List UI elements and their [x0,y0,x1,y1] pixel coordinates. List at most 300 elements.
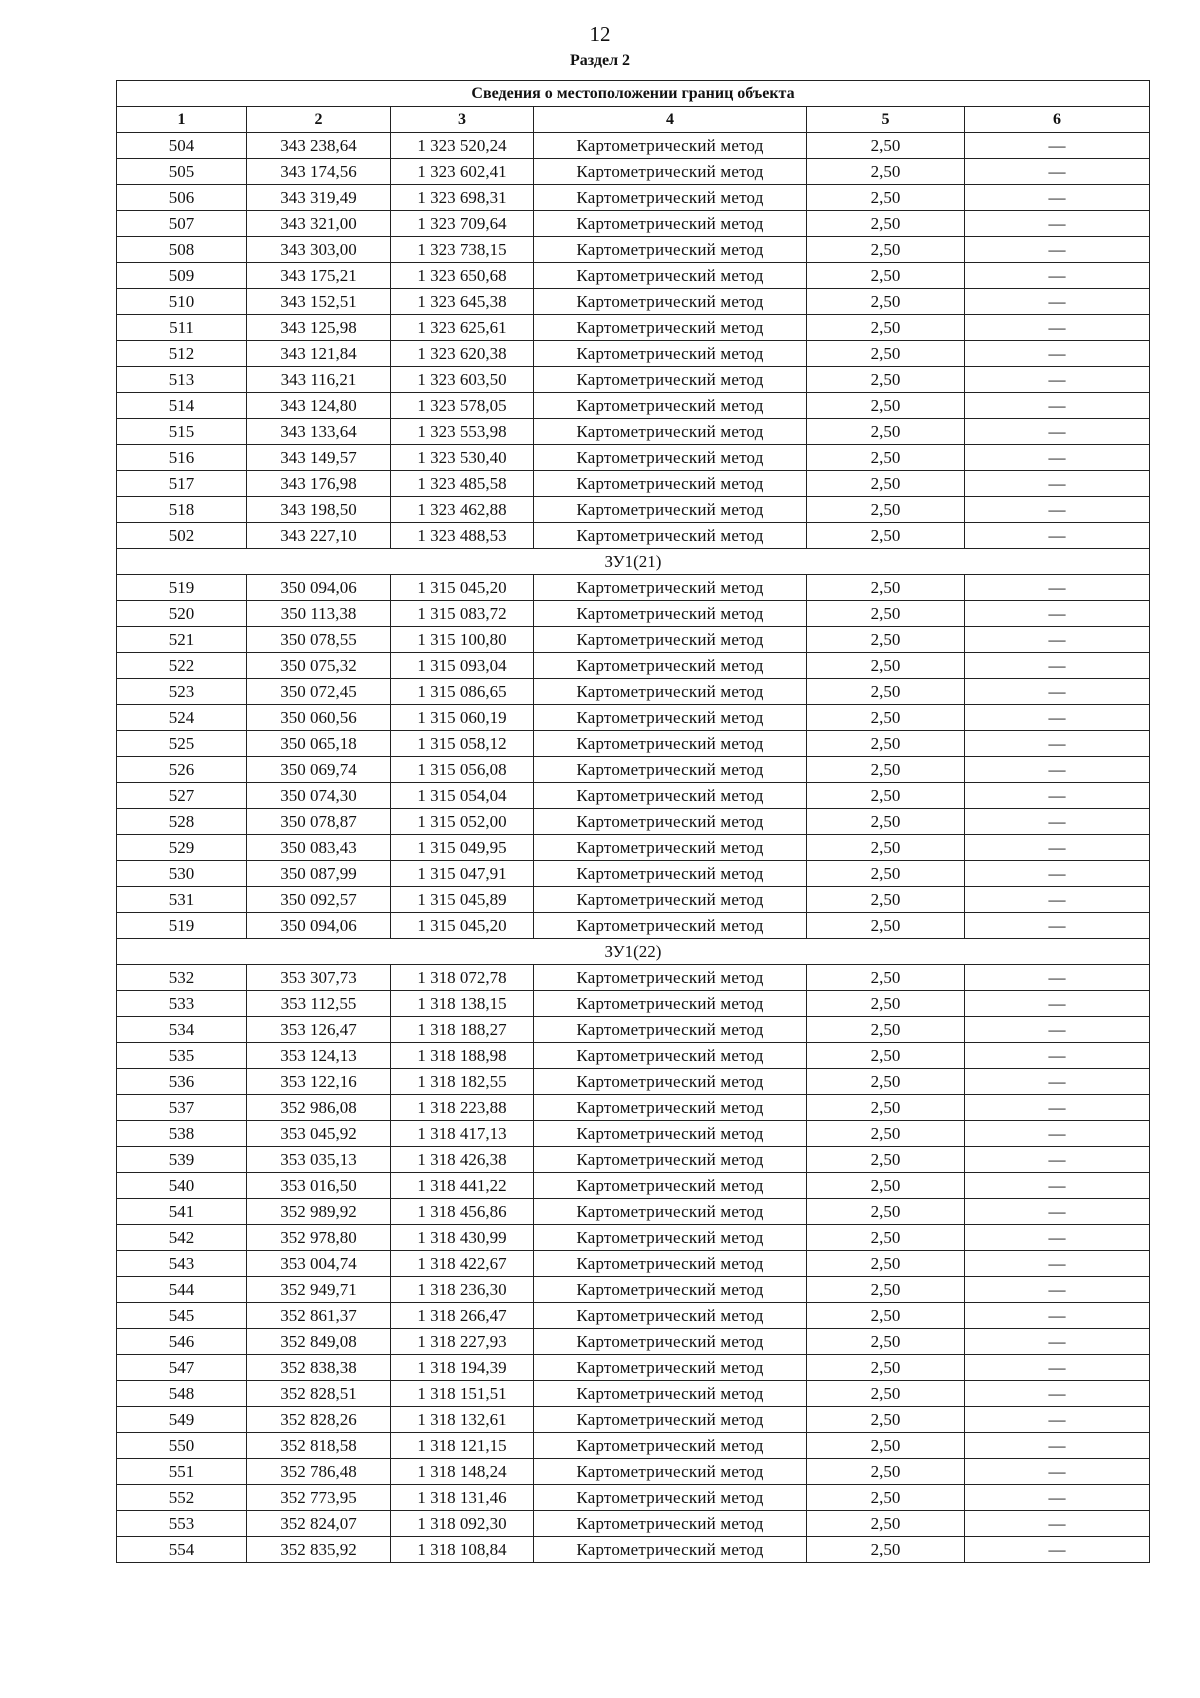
method-cell: Картометрический метод [534,731,807,757]
point-number-cell: 542 [117,1225,247,1251]
method-cell: Картометрический метод [534,315,807,341]
note-cell: — [965,523,1150,549]
table-row [117,1069,1150,1095]
y-coordinate-cell: 1 318 430,99 [391,1225,534,1251]
y-coordinate-cell: 1 315 045,20 [391,575,534,601]
x-coordinate-cell: 353 122,16 [247,1069,391,1095]
method-cell: Картометрический метод [534,1147,807,1173]
x-coordinate-cell: 352 978,80 [247,1225,391,1251]
method-cell: Картометрический метод [534,133,807,159]
accuracy-cell: 2,50 [807,445,965,471]
accuracy-cell: 2,50 [807,809,965,835]
note-cell: — [965,861,1150,887]
accuracy-cell: 2,50 [807,1069,965,1095]
accuracy-cell: 2,50 [807,783,965,809]
x-coordinate-cell: 353 307,73 [247,965,391,991]
y-coordinate-cell: 1 318 236,30 [391,1277,534,1303]
accuracy-cell: 2,50 [807,289,965,315]
y-coordinate-cell: 1 323 530,40 [391,445,534,471]
note-cell: — [965,1459,1150,1485]
method-cell: Картометрический метод [534,471,807,497]
point-number-cell: 548 [117,1381,247,1407]
accuracy-cell: 2,50 [807,757,965,783]
y-coordinate-cell: 1 318 138,15 [391,991,534,1017]
accuracy-cell: 2,50 [807,1043,965,1069]
method-cell: Картометрический метод [534,1121,807,1147]
table-row [117,471,1150,497]
point-number-cell: 540 [117,1173,247,1199]
method-cell: Картометрический метод [534,237,807,263]
method-cell: Картометрический метод [534,783,807,809]
point-number-cell: 516 [117,445,247,471]
accuracy-cell: 2,50 [807,653,965,679]
table-row [117,419,1150,445]
note-cell: — [965,991,1150,1017]
table-row [117,289,1150,315]
point-number-cell: 535 [117,1043,247,1069]
accuracy-cell: 2,50 [807,523,965,549]
x-coordinate-cell: 350 078,87 [247,809,391,835]
note-cell: — [965,471,1150,497]
method-cell: Картометрический метод [534,809,807,835]
table-row [117,1043,1150,1069]
point-number-cell: 536 [117,1069,247,1095]
method-cell: Картометрический метод [534,575,807,601]
table-row [117,523,1150,549]
note-cell: — [965,1043,1150,1069]
x-coordinate-cell: 353 126,47 [247,1017,391,1043]
x-coordinate-cell: 343 175,21 [247,263,391,289]
accuracy-cell: 2,50 [807,965,965,991]
point-number-cell: 550 [117,1433,247,1459]
table-row [117,783,1150,809]
table-row [117,367,1150,393]
y-coordinate-cell: 1 318 121,15 [391,1433,534,1459]
table-row [117,185,1150,211]
point-number-cell: 511 [117,315,247,341]
point-number-cell: 553 [117,1511,247,1537]
note-cell: — [965,1121,1150,1147]
point-number-cell: 552 [117,1485,247,1511]
accuracy-cell: 2,50 [807,471,965,497]
point-number-cell: 519 [117,575,247,601]
method-cell: Картометрический метод [534,1199,807,1225]
note-cell: — [965,1381,1150,1407]
y-coordinate-cell: 1 315 060,19 [391,705,534,731]
x-coordinate-cell: 350 094,06 [247,913,391,939]
point-number-cell: 506 [117,185,247,211]
x-coordinate-cell: 352 773,95 [247,1485,391,1511]
note-cell: — [965,601,1150,627]
method-cell: Картометрический метод [534,679,807,705]
accuracy-cell: 2,50 [807,1381,965,1407]
y-coordinate-cell: 1 323 602,41 [391,159,534,185]
x-coordinate-cell: 350 078,55 [247,627,391,653]
note-cell: — [965,1017,1150,1043]
x-coordinate-cell: 350 094,06 [247,575,391,601]
accuracy-cell: 2,50 [807,1199,965,1225]
note-cell: — [965,237,1150,263]
accuracy-cell: 2,50 [807,1433,965,1459]
y-coordinate-cell: 1 323 709,64 [391,211,534,237]
y-coordinate-cell: 1 323 645,38 [391,289,534,315]
method-cell: Картометрический метод [534,445,807,471]
point-number-cell: 543 [117,1251,247,1277]
table-row [117,1225,1150,1251]
point-number-cell: 529 [117,835,247,861]
y-coordinate-cell: 1 315 100,80 [391,627,534,653]
table-row [117,159,1150,185]
x-coordinate-cell: 350 087,99 [247,861,391,887]
method-cell: Картометрический метод [534,991,807,1017]
point-number-cell: 523 [117,679,247,705]
x-coordinate-cell: 343 121,84 [247,341,391,367]
accuracy-cell: 2,50 [807,627,965,653]
table-row [117,679,1150,705]
method-cell: Картометрический метод [534,1381,807,1407]
column-number-row [117,107,1150,133]
method-cell: Картометрический метод [534,1459,807,1485]
method-cell: Картометрический метод [534,913,807,939]
table-row [117,237,1150,263]
point-number-cell: 510 [117,289,247,315]
x-coordinate-cell: 352 849,08 [247,1329,391,1355]
table-row [117,133,1150,159]
y-coordinate-cell: 1 318 194,39 [391,1355,534,1381]
method-cell: Картометрический метод [534,1017,807,1043]
y-coordinate-cell: 1 315 045,89 [391,887,534,913]
method-cell: Картометрический метод [534,159,807,185]
note-cell: — [965,1537,1150,1563]
y-coordinate-cell: 1 318 227,93 [391,1329,534,1355]
x-coordinate-cell: 343 125,98 [247,315,391,341]
method-cell: Картометрический метод [534,1355,807,1381]
table-row [117,1329,1150,1355]
method-cell: Картометрический метод [534,1329,807,1355]
accuracy-cell: 2,50 [807,211,965,237]
method-cell: Картометрический метод [534,835,807,861]
point-number-cell: 525 [117,731,247,757]
y-coordinate-cell: 1 323 698,31 [391,185,534,211]
method-cell: Картометрический метод [534,1485,807,1511]
note-cell: — [965,211,1150,237]
note-cell: — [965,965,1150,991]
accuracy-cell: 2,50 [807,601,965,627]
x-coordinate-cell: 352 818,58 [247,1433,391,1459]
table-row [117,445,1150,471]
x-coordinate-cell: 352 828,26 [247,1407,391,1433]
point-number-cell: 509 [117,263,247,289]
accuracy-cell: 2,50 [807,263,965,289]
table-row [117,1485,1150,1511]
note-cell: — [965,627,1150,653]
point-number-cell: 514 [117,393,247,419]
group-label: ЗУ1(22) [117,939,1150,965]
x-coordinate-cell: 353 045,92 [247,1121,391,1147]
x-coordinate-cell: 343 176,98 [247,471,391,497]
accuracy-cell: 2,50 [807,419,965,445]
table-body [117,133,1150,1563]
table-row [117,1277,1150,1303]
y-coordinate-cell: 1 323 553,98 [391,419,534,445]
accuracy-cell: 2,50 [807,1251,965,1277]
accuracy-cell: 2,50 [807,575,965,601]
table-row [117,1407,1150,1433]
table-row [117,1121,1150,1147]
note-cell: — [965,289,1150,315]
y-coordinate-cell: 1 323 625,61 [391,315,534,341]
accuracy-cell: 2,50 [807,133,965,159]
table-row [117,913,1150,939]
point-number-cell: 537 [117,1095,247,1121]
y-coordinate-cell: 1 323 462,88 [391,497,534,523]
accuracy-cell: 2,50 [807,1485,965,1511]
table-row [117,991,1150,1017]
table-caption: Сведения о местоположении границ объекта [117,81,1150,107]
y-coordinate-cell: 1 318 426,38 [391,1147,534,1173]
method-cell: Картометрический метод [534,887,807,913]
table-row [117,887,1150,913]
y-coordinate-cell: 1 318 266,47 [391,1303,534,1329]
note-cell: — [965,1355,1150,1381]
method-cell: Картометрический метод [534,1225,807,1251]
x-coordinate-cell: 343 152,51 [247,289,391,315]
accuracy-cell: 2,50 [807,1173,965,1199]
point-number-cell: 545 [117,1303,247,1329]
accuracy-cell: 2,50 [807,731,965,757]
group-label: ЗУ1(21) [117,549,1150,575]
section-title: Раздел 2 [569,52,631,69]
accuracy-cell: 2,50 [807,1017,965,1043]
boundary-coordinates-table [116,80,1150,1563]
note-cell: — [965,1199,1150,1225]
table-row [117,393,1150,419]
y-coordinate-cell: 1 318 456,86 [391,1199,534,1225]
x-coordinate-cell: 343 133,64 [247,419,391,445]
point-number-cell: 526 [117,757,247,783]
x-coordinate-cell: 352 835,92 [247,1537,391,1563]
note-cell: — [965,1407,1150,1433]
table-row [117,1537,1150,1563]
table-row [117,1381,1150,1407]
accuracy-cell: 2,50 [807,991,965,1017]
note-cell: — [965,497,1150,523]
column-number: 6 [965,107,1150,133]
note-cell: — [965,757,1150,783]
x-coordinate-cell: 352 949,71 [247,1277,391,1303]
point-number-cell: 505 [117,159,247,185]
y-coordinate-cell: 1 315 049,95 [391,835,534,861]
y-coordinate-cell: 1 315 052,00 [391,809,534,835]
point-number-cell: 549 [117,1407,247,1433]
y-coordinate-cell: 1 323 650,68 [391,263,534,289]
y-coordinate-cell: 1 318 092,30 [391,1511,534,1537]
x-coordinate-cell: 352 838,38 [247,1355,391,1381]
x-coordinate-cell: 343 116,21 [247,367,391,393]
x-coordinate-cell: 343 124,80 [247,393,391,419]
x-coordinate-cell: 352 828,51 [247,1381,391,1407]
method-cell: Картометрический метод [534,419,807,445]
table-row [117,263,1150,289]
x-coordinate-cell: 343 227,10 [247,523,391,549]
table-caption-row [117,81,1150,107]
note-cell: — [965,653,1150,679]
accuracy-cell: 2,50 [807,1329,965,1355]
note-cell: — [965,159,1150,185]
point-number-cell: 539 [117,1147,247,1173]
method-cell: Картометрический метод [534,1251,807,1277]
point-number-cell: 513 [117,367,247,393]
note-cell: — [965,1147,1150,1173]
table-row [117,1199,1150,1225]
x-coordinate-cell: 352 986,08 [247,1095,391,1121]
x-coordinate-cell: 343 198,50 [247,497,391,523]
table-row [117,835,1150,861]
method-cell: Картометрический метод [534,653,807,679]
x-coordinate-cell: 343 303,00 [247,237,391,263]
x-coordinate-cell: 350 065,18 [247,731,391,757]
column-number: 4 [534,107,807,133]
note-cell: — [965,887,1150,913]
point-number-cell: 530 [117,861,247,887]
x-coordinate-cell: 350 069,74 [247,757,391,783]
point-number-cell: 551 [117,1459,247,1485]
point-number-cell: 538 [117,1121,247,1147]
y-coordinate-cell: 1 318 223,88 [391,1095,534,1121]
accuracy-cell: 2,50 [807,1511,965,1537]
method-cell: Картометрический метод [534,523,807,549]
table-row [117,705,1150,731]
y-coordinate-cell: 1 318 422,67 [391,1251,534,1277]
method-cell: Картометрический метод [534,1069,807,1095]
y-coordinate-cell: 1 318 072,78 [391,965,534,991]
note-cell: — [965,1511,1150,1537]
table-row [117,341,1150,367]
y-coordinate-cell: 1 323 520,24 [391,133,534,159]
table-row [117,861,1150,887]
point-number-cell: 544 [117,1277,247,1303]
table-row [117,1147,1150,1173]
x-coordinate-cell: 350 072,45 [247,679,391,705]
point-number-cell: 517 [117,471,247,497]
accuracy-cell: 2,50 [807,237,965,263]
point-number-cell: 504 [117,133,247,159]
y-coordinate-cell: 1 318 148,24 [391,1459,534,1485]
note-cell: — [965,835,1150,861]
point-number-cell: 531 [117,887,247,913]
method-cell: Картометрический метод [534,1303,807,1329]
accuracy-cell: 2,50 [807,1225,965,1251]
method-cell: Картометрический метод [534,185,807,211]
method-cell: Картометрический метод [534,861,807,887]
x-coordinate-cell: 353 016,50 [247,1173,391,1199]
y-coordinate-cell: 1 318 417,13 [391,1121,534,1147]
note-cell: — [965,393,1150,419]
note-cell: — [965,367,1150,393]
accuracy-cell: 2,50 [807,367,965,393]
note-cell: — [965,419,1150,445]
table-row [117,627,1150,653]
table-row [117,1433,1150,1459]
note-cell: — [965,1277,1150,1303]
method-cell: Картометрический метод [534,757,807,783]
point-number-cell: 524 [117,705,247,731]
method-cell: Картометрический метод [534,1537,807,1563]
note-cell: — [965,1251,1150,1277]
table-row [117,1095,1150,1121]
accuracy-cell: 2,50 [807,159,965,185]
table-row [117,1251,1150,1277]
accuracy-cell: 2,50 [807,679,965,705]
x-coordinate-cell: 353 035,13 [247,1147,391,1173]
method-cell: Картометрический метод [534,1095,807,1121]
method-cell: Картометрический метод [534,1433,807,1459]
method-cell: Картометрический метод [534,367,807,393]
point-number-cell: 522 [117,653,247,679]
y-coordinate-cell: 1 323 578,05 [391,393,534,419]
method-cell: Картометрический метод [534,497,807,523]
accuracy-cell: 2,50 [807,497,965,523]
y-coordinate-cell: 1 315 047,91 [391,861,534,887]
point-number-cell: 521 [117,627,247,653]
note-cell: — [965,731,1150,757]
y-coordinate-cell: 1 315 045,20 [391,913,534,939]
x-coordinate-cell: 353 004,74 [247,1251,391,1277]
table-row [117,757,1150,783]
group-header-row [117,939,1150,965]
point-number-cell: 508 [117,237,247,263]
accuracy-cell: 2,50 [807,1147,965,1173]
point-number-cell: 518 [117,497,247,523]
table-row [117,315,1150,341]
point-number-cell: 546 [117,1329,247,1355]
y-coordinate-cell: 1 318 151,51 [391,1381,534,1407]
table-row [117,731,1150,757]
note-cell: — [965,809,1150,835]
note-cell: — [965,1225,1150,1251]
method-cell: Картометрический метод [534,601,807,627]
accuracy-cell: 2,50 [807,341,965,367]
x-coordinate-cell: 343 174,56 [247,159,391,185]
x-coordinate-cell: 352 989,92 [247,1199,391,1225]
table-row [117,1017,1150,1043]
accuracy-cell: 2,50 [807,1355,965,1381]
accuracy-cell: 2,50 [807,835,965,861]
y-coordinate-cell: 1 318 188,27 [391,1017,534,1043]
method-cell: Картометрический метод [534,289,807,315]
y-coordinate-cell: 1 318 131,46 [391,1485,534,1511]
note-cell: — [965,1069,1150,1095]
note-cell: — [965,1433,1150,1459]
x-coordinate-cell: 352 861,37 [247,1303,391,1329]
point-number-cell: 534 [117,1017,247,1043]
point-number-cell: 527 [117,783,247,809]
y-coordinate-cell: 1 323 603,50 [391,367,534,393]
y-coordinate-cell: 1 323 485,58 [391,471,534,497]
x-coordinate-cell: 352 786,48 [247,1459,391,1485]
accuracy-cell: 2,50 [807,1121,965,1147]
note-cell: — [965,445,1150,471]
x-coordinate-cell: 343 321,00 [247,211,391,237]
note-cell: — [965,575,1150,601]
accuracy-cell: 2,50 [807,315,965,341]
y-coordinate-cell: 1 315 056,08 [391,757,534,783]
accuracy-cell: 2,50 [807,913,965,939]
accuracy-cell: 2,50 [807,1459,965,1485]
table-row [117,575,1150,601]
method-cell: Картометрический метод [534,341,807,367]
accuracy-cell: 2,50 [807,1277,965,1303]
